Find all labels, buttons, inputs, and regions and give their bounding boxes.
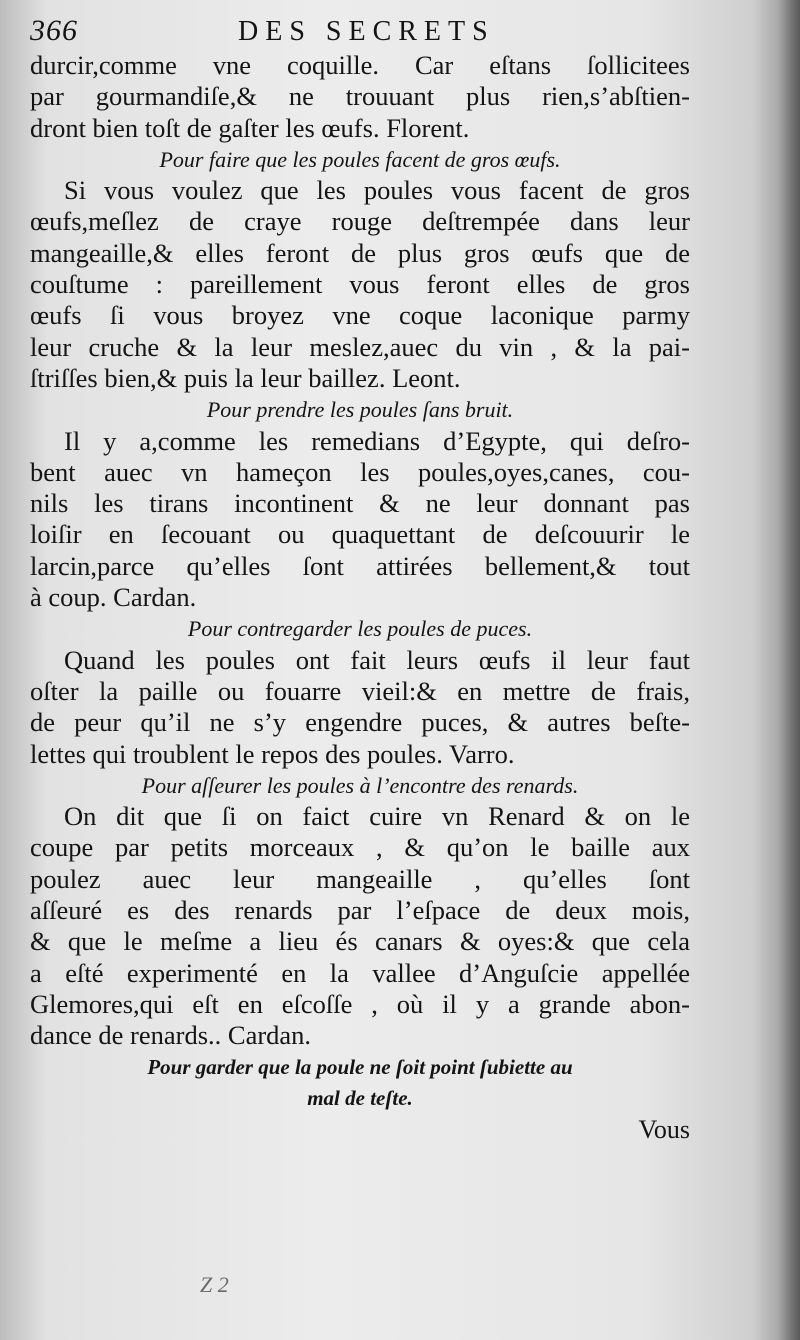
page-header [30,14,690,50]
text-line: de peur qu’il ne s’y engendre puces, & autres beſte- [30,707,690,738]
text-line: larcin,parce qu’elles ſont attirées bellement,& tout [30,550,690,581]
text-line: œufs ſi vous broyez vne coque laconique parmy [30,300,690,331]
text-line: Quand les poules ont fait leurs œufs il leur faut [64,644,690,675]
text-line: Si vous voulez que les poules vous facent de gros [64,175,690,206]
signature-mark: Z 2 [200,1272,229,1297]
page-number: 366 [30,14,78,47]
text-line: lettes qui troublent le repos des poules. Varro. [30,738,515,769]
text-line: On dit que ſi on faict cuire vn Renard & on le [64,801,690,832]
text-line: Glemores,qui eſt en eſcoſſe , où il y a grande abon- [30,988,690,1019]
text-line: a eſté experimenté en la vallee d’Anguſcie appellée [30,957,690,988]
running-head: DES SECRETS [238,16,495,47]
text-line: durcir,comme vne coquille. Car eſtans ſollicitees [30,50,690,80]
section-heading: Pour garder que la poule ne ſoit point ſubiette au [147,1054,573,1079]
section-heading: Pour contregarder les poules de puces. [187,616,533,642]
text-line: mangeaille,& elles feront de plus gros œufs que de [30,237,690,268]
text-line: oſter la paille ou fouarre vieil:& en mettre de frais, [30,675,690,706]
page-gutter-shadow [778,0,800,1340]
text-line: & que le meſme a lieu és canars & oyes:& que cela [30,926,690,957]
section-heading: Pour faire que les poules facent de gros œufs. [159,146,561,172]
page-text [30,14,690,1145]
text-line: ſtriſſes bien,& puis la leur baillez. Leont. [30,362,461,393]
body-lines [30,50,690,1114]
text-line: leur cruche & la leur meslez,auec du vin , & la pai- [30,331,690,362]
text-line: dront bien toſt de gaſter les œufs. Florent. [30,112,470,143]
section-heading: Pour aſſeurer les poules à l’encontre des renards. [141,772,579,798]
text-line: Il y a,comme les remedians d’Egypte, qui deſro- [64,425,690,456]
text-line: dance de renards.. Cardan. [30,1020,312,1051]
text-line: à coup. Cardan. [30,582,197,613]
text-line: coupe par petits morceaux , & qu’on le baille aux [30,832,690,863]
text-line: poulez auec leur mangeaille , qu’elles ſont [30,863,690,894]
text-line: couſtume : pareillement vous feront elles de gros [30,269,690,300]
section-heading: mal de teſte. [307,1085,413,1110]
text-line: loiſir en ſecouant ou quaquettant de deſcouurir le [30,519,690,550]
text-line: par gourmandiſe,& ne trouuant plus rien,s’abſtien- [30,81,690,112]
text-line: nils les tirans incontinent & ne leur donnant pas [30,488,690,519]
catchword: Vous [638,1115,690,1145]
section-heading: Pour prendre les poules ſans bruit. [206,397,514,423]
text-line: bent auec vn hameçon les poules,oyes,canes, cou- [30,456,690,487]
text-line: aſſeuré es des renards par l’eſpace de deux mois, [30,895,690,926]
text-line: œufs,meſlez de craye rouge deſtrempée dans leur [30,206,690,237]
